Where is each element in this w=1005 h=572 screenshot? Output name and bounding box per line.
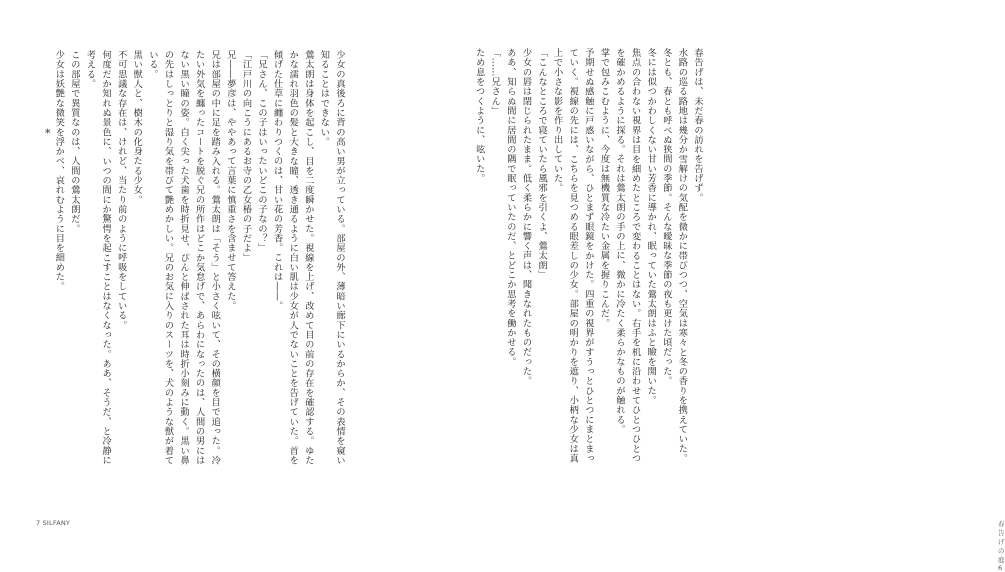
paragraph: 少女は妖艶な微笑を浮かべ、哀れむように目を細めた。 bbox=[53, 50, 65, 292]
paragraph: 春告げは、未だ春の訪れを告げず。 bbox=[692, 48, 703, 203]
paragraph: 掌で包みこむように、今度は無機質な冷たい金属を握りこんだ。 bbox=[598, 48, 610, 328]
right-page-body bbox=[395, 48, 705, 463]
section-ornament: * bbox=[45, 127, 51, 140]
left-page bbox=[0, 0, 375, 538]
paragraph: ああ、知らぬ間に居間の隅で眠っていたのだ、とどこか思考を働かせる。 bbox=[504, 48, 516, 367]
right-page-number: 春告げの庭 6 bbox=[998, 520, 1005, 572]
paragraph: 鶯太朗は身体を起こし、目を二度瞬かせた。視線を上げ、改めて目の前の存在を確認する。ゆたかな濡れ羽色の髪と大きな瞳、透き通るように白い肌は少女が人でないことを告げていた。首を傾げた仕草に纏わりつくのは、甘い花の芳香。これは――。 bbox=[271, 50, 314, 465]
paragraph: 予期せぬ感触に戸惑いながら、ひとまず眼鏡をかけた。四重の視界がすうっとひとつにまとまっていく。視線の先には、こちらを見つめる眼差しの少女。部屋の明かりを遮り、小柄な少女は真上で小さな影を作り出していた。 bbox=[551, 48, 594, 463]
paragraph: 「兄さん、この子はいったいどこの子なの？」 bbox=[256, 50, 268, 253]
paragraph: この部屋で異質なのは、人間の鶯太朗だ。 bbox=[68, 50, 80, 234]
paragraph: 少女の真後ろに背の高い男が立っている。部屋の外、薄暗い廊下にいるからか、その表情を窺い知ることはできない。 bbox=[318, 50, 345, 465]
left-page-number: 7 SILFANY bbox=[36, 519, 71, 527]
paragraph: 不可思議な存在は、けれど、当たり前のように呼吸をしている。 bbox=[115, 50, 127, 330]
left-page-body bbox=[53, 50, 347, 465]
paragraph: 兄――夢彦は、ややあって言葉に慎重さを含ませて答えた。 bbox=[224, 50, 236, 311]
paragraph: 何度だか知れぬ景色に、いつの間にか驚愕を起こすことはなくなった。ああ、そうだ、と冷静に考える。 bbox=[84, 50, 112, 465]
paragraph: 冬には似つかわしくない甘い芳香に導かれ、眠っていた鶯太朗はふと瞼を開いた。 bbox=[645, 48, 657, 406]
paragraph: 水路の巡る路地は幾分か雪解けの気配を微かに帯びつつ、空気は寒々と冬の香りを携えていた。冬とも、春とも呼べぬ狭間の季節。そんな曖昧な季節の夜も更けた頃だった。 bbox=[660, 48, 688, 463]
right-page bbox=[375, 0, 1005, 572]
paragraph: ため息をつくように、呟いた。 bbox=[473, 48, 485, 184]
paragraph: 「……兄さん」 bbox=[489, 48, 501, 116]
paragraph: 焦点の合わない視界は目を細めたところで変わることはない。右手を机に沿わせてひとつひとつを確かめるように探る。それは鶯太朗の手の上に、微かに冷たく柔らかなものが触れる。 bbox=[614, 48, 641, 463]
paragraph: 黒い獣人と、樹木の化身たる少女。 bbox=[131, 50, 143, 205]
paragraph: 「江戸川の向こうにあるお寺の乙女椿の子だよ」 bbox=[240, 50, 252, 263]
paragraph: 「こんなところで寝ていたら風邪を引くよ、鶯太朗」 bbox=[536, 48, 548, 280]
paragraph: 少女の唇は閉じられたまま。低く柔らかに響く声は、聞きなれたものだった。 bbox=[520, 48, 532, 386]
paragraph: 兄は部屋の中に足を踏み入れる。鶯太朗は「そう」と小さく呟いて、その横顔を目で追った。冷たい外気を纏ったコートを脱ぐ兄の所作はどこか気怠げで、あらわになったのは、人間の男にはない黒い瞳の姿。白く尖った犬歯を時折見せ、ぴんと伸ばされた耳は時折小刻みに動く。黒い鼻の先はしっとりと湿り気を帯びて艶めかしい。兄のお気に入りのスーツを、犬のような獣が着ている。 bbox=[146, 50, 221, 465]
